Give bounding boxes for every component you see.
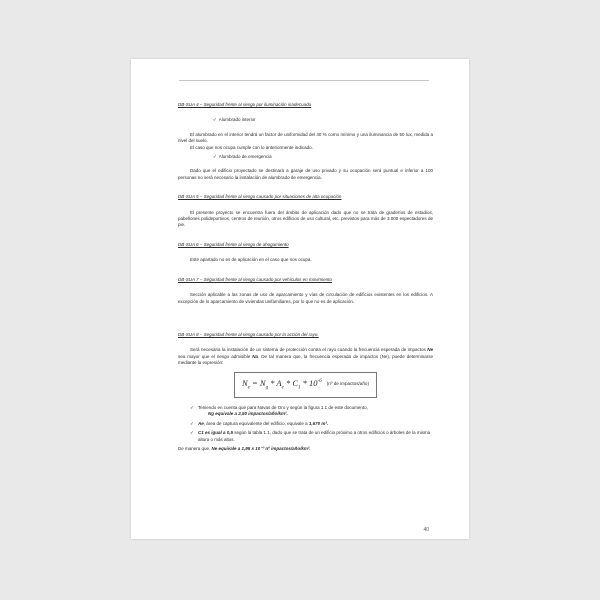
check-item-alumbrado-interior: ✓ Alumbrado interior xyxy=(213,117,256,123)
paragraph: Sección aplicable a las zonas de uso de aparcamiento y vías de circulación de edificios existentes en los edificios. A excepción de lo aparcamiento de viviendas unifamiliares, por lo que no es de aplicación. xyxy=(178,292,433,304)
list-item: ✓ Teniendo en cuenta que para Navas de Oro y según la figura 1.1 de este documento, Ng equivale a 2,50 impactos/año/km². xyxy=(190,405,368,417)
check-icon: ✓ xyxy=(190,405,194,411)
header-rule xyxy=(179,80,429,81)
list-item: ✓ C1 es igual a 0,5 según la tabla 1.1, dado que se trata de un edificio próximo a otros edificios o árboles de la misma altura o más altos. xyxy=(190,430,431,442)
factor-list xyxy=(190,405,433,443)
formula: $N_e = N_g * A_e * C_1$ * $10^{-6}(nº$ de impactos/año) xyxy=(234,372,377,399)
document-page xyxy=(131,59,469,539)
paragraph: Dado que el edificio proyectado se destinará a garaje de uso privado y su ocupación será puntual e inferior a 100 personas no será necesario la instalación de alumbrado de emergencia. xyxy=(178,168,433,180)
check-item-alumbrado-emergencia: ✓ Alumbrado de emergencia xyxy=(213,154,272,160)
paragraph: El alumbrado en el interior tendrá un factor de uniformidad del 40 % como mínimo y una iluminancia de 50 lux, medida a nivel del suelo. xyxy=(178,131,433,144)
section-heading-sua5: DB-SUA 5 – Seguridad frente al riesgo causado por situaciones de alta ocupación xyxy=(178,194,342,200)
paragraph: Será necesaria la instalación de un sistema de protección contra el rayo cuando la frecuencia esperada de impactos Ne sea mayor que el riesgo admisible Na. De tal manera que, la frecuencia esperada de impactos (Ne), puede determinarse mediante la expresión: xyxy=(178,347,433,366)
page-content xyxy=(178,102,433,452)
section-heading-sua4: DB-SUA 4 – Seguridad frente al riesgo por iluminación inadecuada xyxy=(178,102,312,107)
paragraph: Este apartado no es de aplicación en el caso que nos ocupa. xyxy=(190,257,312,263)
section-heading-sua8: DB-SUA 8 – Seguridad frente al riesgo causado por la acción del rayo. xyxy=(178,331,319,337)
page-number: 40 xyxy=(423,527,429,533)
check-icon: ✓ xyxy=(190,430,194,436)
formula-box xyxy=(178,372,433,399)
check-icon: ✓ xyxy=(213,154,217,160)
paragraph: El caso que nos ocupa cumple con lo anteriormente indicado. xyxy=(190,144,313,150)
list-item: ✓ Ae, área de captura equivalente del edificio, equivale a 1,670 m². xyxy=(190,420,329,426)
section-heading-sua6: DB-SUA 6 – Seguridad frente al riesgo de ahogamiento xyxy=(178,241,289,247)
conclusion-line: De manera que, Ne equivale a 1,95 x 10⁻³ nº impactos/año/km². xyxy=(178,446,311,452)
paragraph: El presente proyecto se encuentra fuera del ámbito de aplicación dado que no se trata de graderíos de estadios, pabellones polideportivos, centros de reunión, otros edificios de uso cultural, etc. previstos para más de 3.000 espectadores de pie. xyxy=(178,209,433,228)
check-icon: ✓ xyxy=(190,420,194,426)
section-heading-sua7: DB-SUA 7 – Seguridad frente al riesgo causado por vehículos en movimiento xyxy=(178,276,332,282)
check-icon: ✓ xyxy=(213,117,217,123)
